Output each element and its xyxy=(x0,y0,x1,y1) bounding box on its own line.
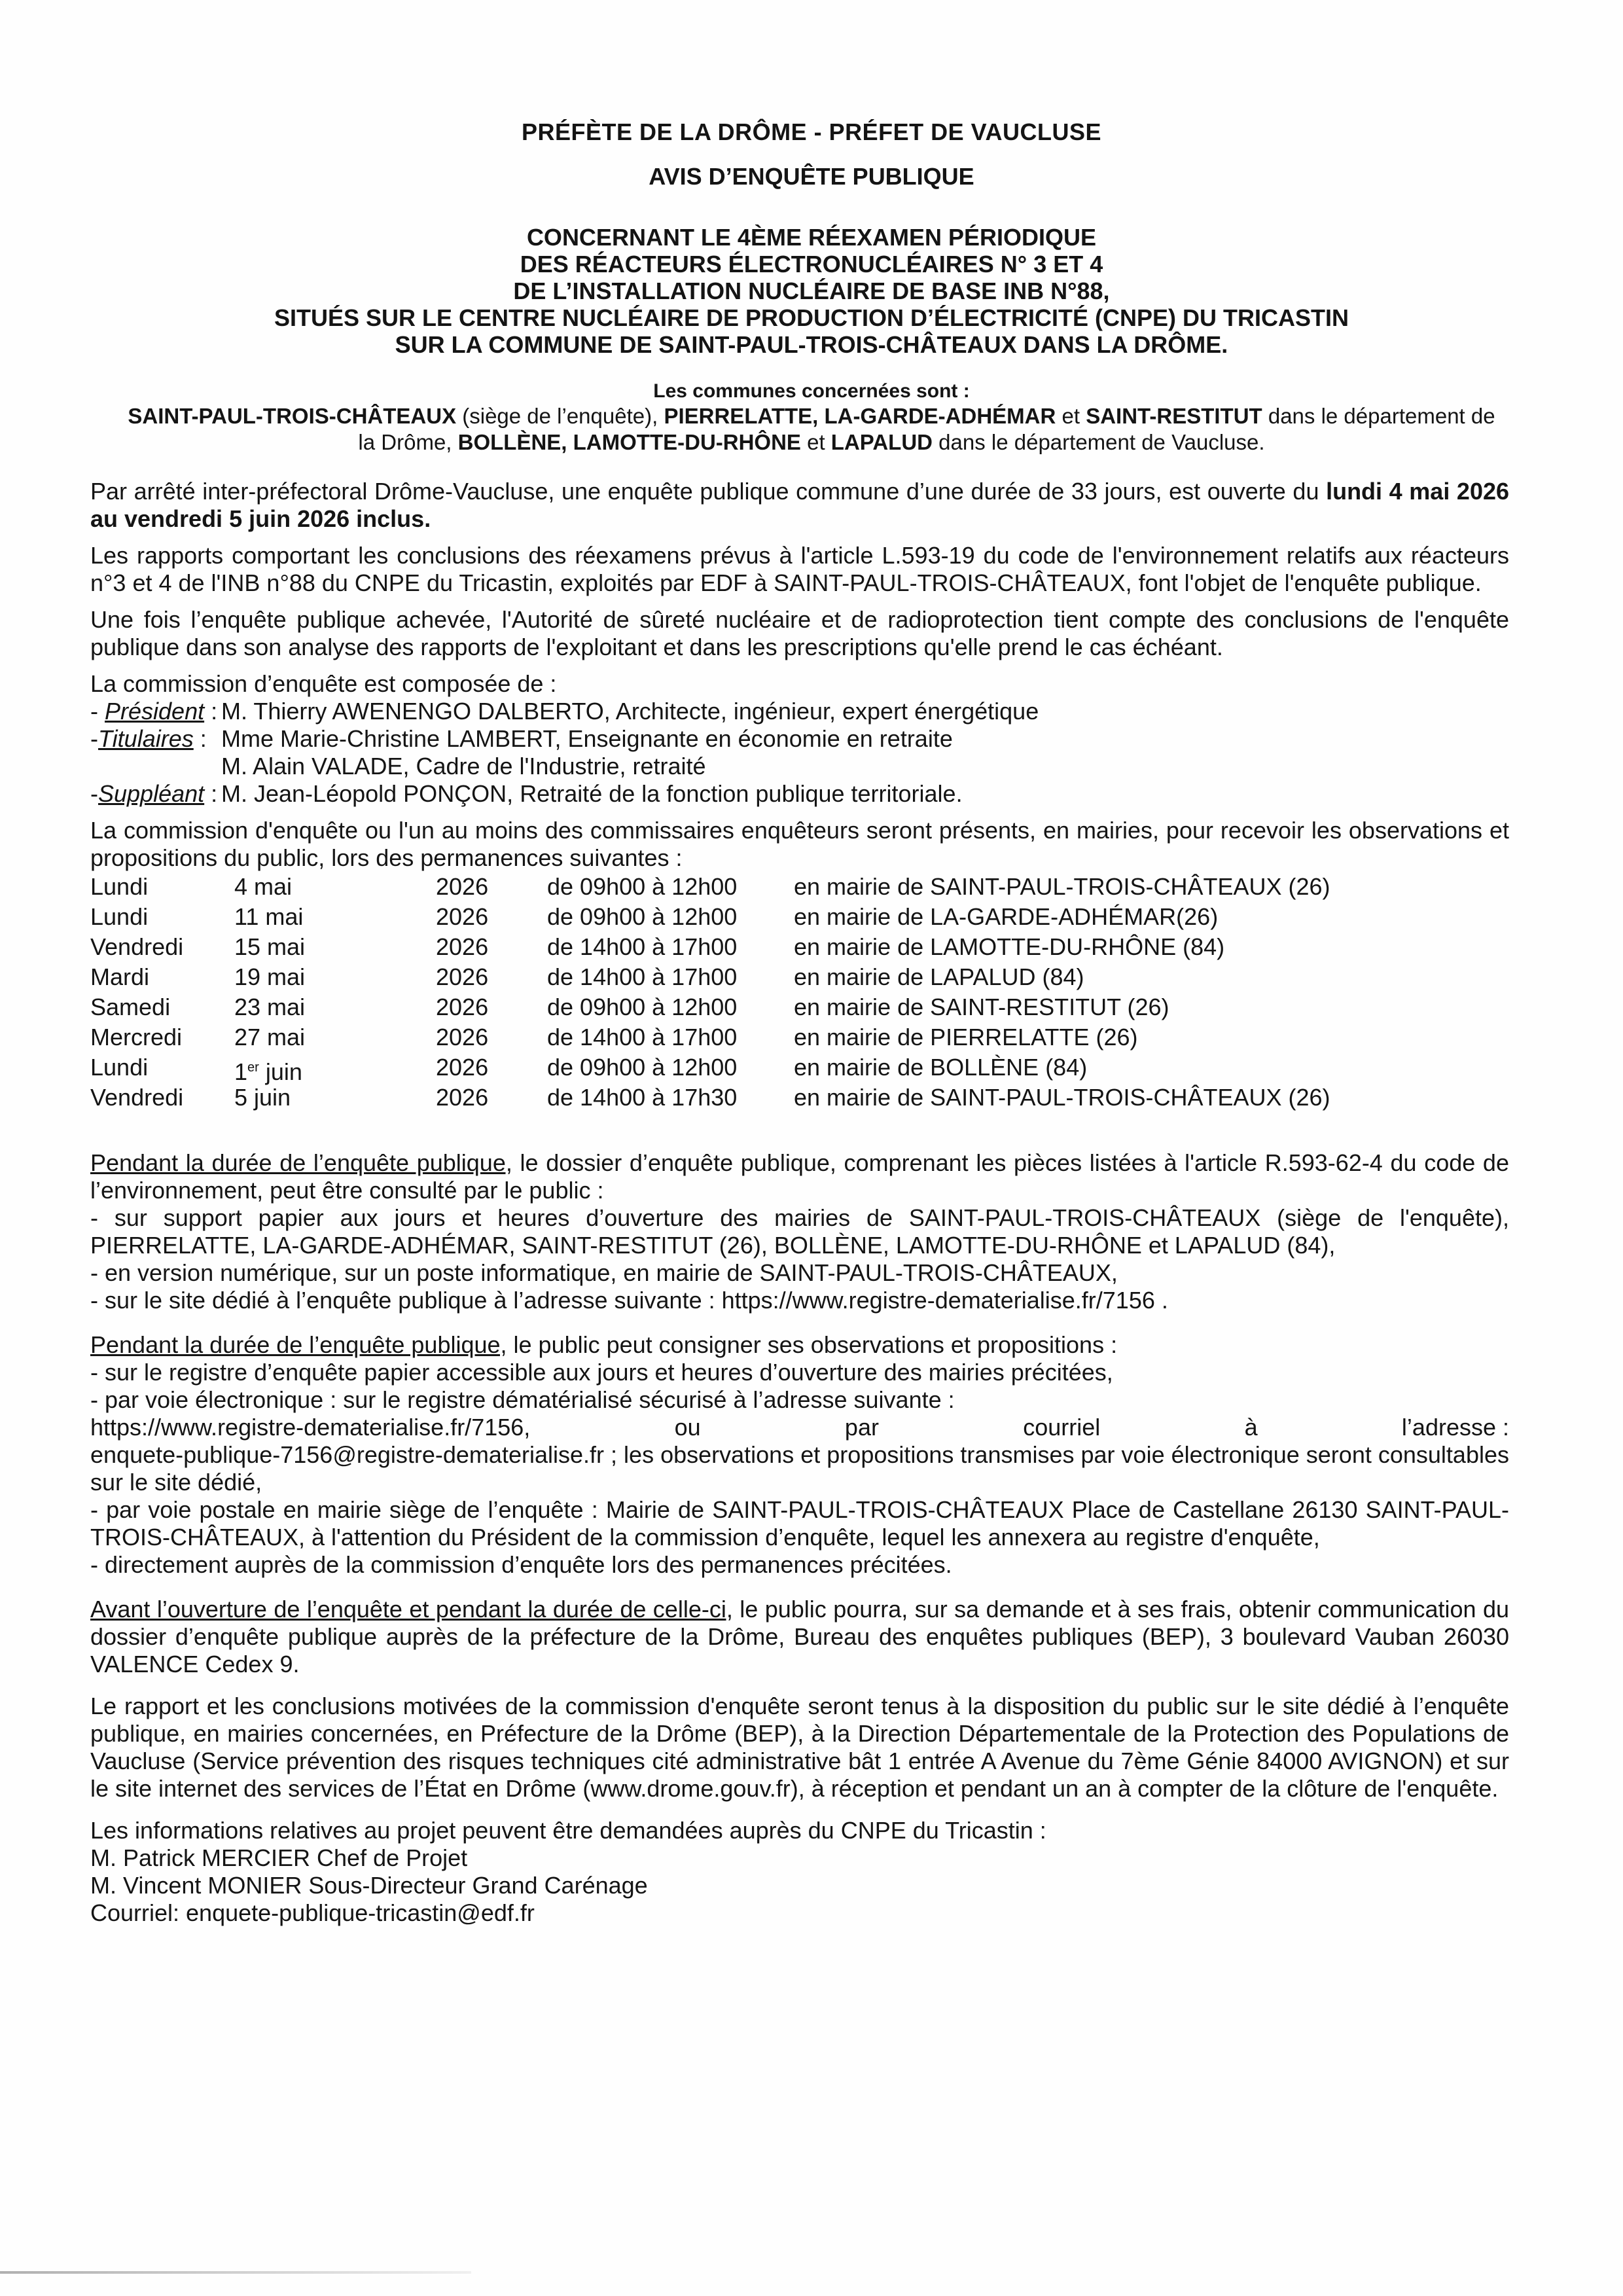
observation-url-line xyxy=(90,1414,1509,1441)
row-day: Lundi xyxy=(90,873,149,900)
commune: LAPALUD xyxy=(830,430,933,454)
row-location: en mairie de SAINT-RESTITUT (26) xyxy=(794,994,1169,1020)
commission-member xyxy=(90,753,1509,780)
commune: PIERRELATTE, LA-GARDE-ADHÉMAR xyxy=(664,404,1056,428)
member-role: Titulaires xyxy=(98,725,194,752)
row-date: 4 mai xyxy=(234,873,293,900)
subject-line: DES RÉACTEURS ÉLECTRONUCLÉAIRES N° 3 ET 4 xyxy=(520,251,1103,278)
commission-member xyxy=(90,725,1509,753)
row-day: Lundi xyxy=(90,903,149,930)
observation-item-postal: - par voie postale en mairie siège de l’enquête : Mairie de SAINT-PAUL-TROIS-CHÂTEAUX Place de Castellane 26130 SAINT-PAUL-TROIS-CHÂTEAUX, à l'attention du Président de la commission d’enquête, lequel les annexera au registre d'enquête, xyxy=(90,1496,1509,1551)
permanences-table xyxy=(90,872,1509,1113)
row-location: en mairie de LAPALUD (84) xyxy=(794,963,1084,990)
row-location: en mairie de PIERRELATTE (26) xyxy=(794,1024,1138,1050)
intro-paragraph xyxy=(90,478,1509,533)
separator: : xyxy=(204,698,218,725)
communication-text: le public pourra, sur sa demande et à ses frais, obtenir communication du dossier d’enquête publique auprès de la préfecture de la Drôme, Bureau des enquêtes publiques (BEP), 3 boulevard Vauban 26030 VALENCE Cedex 9. xyxy=(90,1596,1510,1677)
notice-subject xyxy=(0,224,1623,358)
rapports-paragraph: Les rapports comportant les conclusions des réexamens prévus à l'article L.593-19 du code de l'environnement relatifs aux réacteurs n°3 et 4 de l'INB n°88 du CNPE du Tricastin, exploités par EDF à SAINT-PAUL-TROIS-CHÂTEAUX, font l'objet de l'enquête publique. xyxy=(90,542,1509,596)
row-day: Samedi xyxy=(90,994,171,1020)
row-date xyxy=(234,1052,436,1083)
consultation-section xyxy=(90,1149,1509,1314)
table-row xyxy=(90,962,1509,992)
observations-text: le public peut consigner ses observations et propositions : xyxy=(507,1331,1118,1358)
row-time: de 09h00 à 12h00 xyxy=(547,903,738,930)
row-time: de 14h00 à 17h30 xyxy=(547,1084,738,1111)
member-name: Mme Marie-Christine LAMBERT, Enseignante en économie en retraite xyxy=(221,725,953,752)
commune: SAINT-RESTITUT xyxy=(1086,404,1262,428)
contact-email: Courriel: enquete-publique-tricastin@edf.fr xyxy=(90,1899,535,1926)
contacts-intro: Les informations relatives au projet peuvent être demandées auprès du CNPE du Tricastin : xyxy=(90,1817,1046,1844)
consultation-text: le dossier d’enquête publique, comprenant les pièces listées à l'article R.593-62-4 du code de l’environnement, peut être consulté par le public : xyxy=(90,1149,1509,1204)
word: à xyxy=(1244,1414,1258,1441)
row-time: de 09h00 à 12h00 xyxy=(547,873,738,900)
bullet: - xyxy=(90,780,98,807)
scan-artifact-line xyxy=(0,2271,471,2274)
commission-member xyxy=(90,698,1509,725)
row-year: 2026 xyxy=(436,1084,489,1111)
department-label: dans le département de Vaucluse. xyxy=(933,430,1265,454)
observations-lead: Pendant la durée de l’enquête publique, xyxy=(90,1331,507,1358)
member-name: M. Jean-Léopold PONÇON, Retraité de la fonction publique territoriale. xyxy=(221,780,963,807)
row-year: 2026 xyxy=(436,963,489,990)
row-time: de 14h00 à 17h00 xyxy=(547,933,738,960)
row-day: Lundi xyxy=(90,1054,149,1081)
contacts-section xyxy=(90,1817,1509,1927)
row-location: en mairie de BOLLÈNE (84) xyxy=(794,1054,1088,1081)
row-location: en mairie de LAMOTTE-DU-RHÔNE (84) xyxy=(794,933,1225,960)
bullet: - xyxy=(90,725,98,752)
consultation-intro xyxy=(90,1149,1509,1204)
commune-note: (siège de l’enquête), xyxy=(456,404,664,428)
member-name: M. Alain VALADE, Cadre de l'Industrie, retraité xyxy=(221,753,706,780)
row-time: de 14h00 à 17h00 xyxy=(547,963,738,990)
subject-line: SITUÉS SUR LE CENTRE NUCLÉAIRE DE PRODUCTION D’ÉLECTRICITÉ (CNPE) DU TRICASTIN xyxy=(274,304,1349,331)
row-date-month: juin xyxy=(259,1058,302,1085)
subject-line: CONCERNANT LE 4ÈME RÉEXAMEN PÉRIODIQUE xyxy=(526,224,1097,251)
row-day: Mardi xyxy=(90,963,150,990)
registry-url: https://www.registre-dematerialise.fr/7156, xyxy=(90,1414,531,1441)
ordinal-suffix: er xyxy=(247,1060,259,1075)
row-date: 23 mai xyxy=(234,994,306,1020)
row-year: 2026 xyxy=(436,933,489,960)
word: ou xyxy=(674,1414,701,1441)
communes-intro: Les communes concernées sont : xyxy=(653,380,970,402)
row-time: de 09h00 à 12h00 xyxy=(547,994,738,1020)
observation-item: - par voie électronique : sur le registre dématérialisé sécurisé à l’adresse suivante : xyxy=(90,1386,955,1413)
notice-header xyxy=(0,118,1623,358)
consultation-item: - sur support papier aux jours et heures d’ouverture des mairies de SAINT-PAUL-TROIS-CHÂTEAUX (siège de l'enquête), PIERRELATTE, LA-GARDE-ADHÉMAR, SAINT-RESTITUT (26), BOLLÈNE, LAMOTTE-DU-RHÔNE et LAPALUD (84), xyxy=(90,1204,1509,1259)
word: l’adresse : xyxy=(1401,1414,1509,1441)
commission-intro: La commission d’enquête est composée de : xyxy=(90,670,557,697)
communication-section xyxy=(90,1596,1509,1678)
separator: : xyxy=(204,780,218,807)
commission-section xyxy=(90,670,1509,808)
row-date-number: 1 xyxy=(234,1058,248,1085)
communes-list xyxy=(118,403,1505,456)
row-year: 2026 xyxy=(436,903,489,930)
member-role: Suppléant xyxy=(98,780,205,807)
word: courriel xyxy=(1023,1414,1101,1441)
subject-line: DE L’INSTALLATION NUCLÉAIRE DE BASE INB N°88, xyxy=(513,278,1110,304)
separator: : xyxy=(193,725,207,752)
consultation-item: - en version numérique, sur un poste informatique, en mairie de SAINT-PAUL-TROIS-CHÂTEAUX, xyxy=(90,1259,1118,1286)
observations-intro xyxy=(90,1331,1509,1359)
row-time: de 09h00 à 12h00 xyxy=(547,1054,738,1081)
row-date: 27 mai xyxy=(234,1024,306,1050)
table-row xyxy=(90,992,1509,1022)
consultation-lead: Pendant la durée de l’enquête publique, xyxy=(90,1149,512,1176)
bullet: - xyxy=(90,698,105,725)
member-name: M. Thierry AWENENGO DALBERTO, Architecte, ingénieur, expert énergétique xyxy=(221,698,1039,725)
word: par xyxy=(844,1414,879,1441)
table-row xyxy=(90,1022,1509,1052)
commission-member xyxy=(90,780,1509,808)
row-location: en mairie de SAINT-PAUL-TROIS-CHÂTEAUX (26) xyxy=(794,873,1330,900)
table-row xyxy=(90,932,1509,962)
observation-item: - sur le registre d’enquête papier accessible aux jours et heures d’ouverture des mairies précitées, xyxy=(90,1359,1113,1386)
row-year: 2026 xyxy=(436,1024,489,1050)
observation-item: - directement auprès de la commission d’enquête lors des permanences précitées. xyxy=(90,1551,952,1578)
row-date: 15 mai xyxy=(234,933,306,960)
row-date: 5 juin xyxy=(234,1084,291,1111)
row-year: 2026 xyxy=(436,1054,489,1081)
row-day: Vendredi xyxy=(90,933,184,960)
observations-section xyxy=(90,1331,1509,1579)
observation-email: enquete-publique-7156@registre-dematerialise.fr ; les observations et propositions transmises par voie électronique seront consultables sur le site dédié, xyxy=(90,1441,1509,1496)
rapport-paragraph: Le rapport et les conclusions motivées de la commission d'enquête seront tenus à la disposition du public sur le site dédié à l’enquête publique, en mairies concernées, en Préfecture de la Drôme (BEP), à la Direction Départementale de la Protection des Populations de Vaucluse (Service prévention des risques techniques cité administrative bât 1 entrée A Avenue du 7ème Génie 84000 AVIGNON) et sur le site internet des services de l’État en Drôme (www.drome.gouv.fr), à réception et pendant un an à compter de la clôture de l'enquête. xyxy=(90,1693,1509,1802)
table-row xyxy=(90,1083,1509,1113)
member-role: Président xyxy=(105,698,205,725)
row-day: Vendredi xyxy=(90,1084,184,1111)
row-location: en mairie de SAINT-PAUL-TROIS-CHÂTEAUX (26) xyxy=(794,1084,1330,1111)
table-row xyxy=(90,1052,1509,1083)
table-row xyxy=(90,872,1509,902)
commune: BOLLÈNE, LAMOTTE-DU-RHÔNE xyxy=(457,430,801,454)
notice-body xyxy=(90,478,1509,1936)
consultation-item-website: - sur le site dédié à l’enquête publique à l’adresse suivante : https://www.registre-dematerialise.fr/7156 . xyxy=(90,1287,1168,1314)
notice-title: AVIS D’ENQUÊTE PUBLIQUE xyxy=(649,163,974,190)
row-year: 2026 xyxy=(436,994,489,1020)
department-label: dans le département de la Drôme, xyxy=(358,404,1495,454)
communes-section xyxy=(0,380,1623,456)
inquiry-dates: lundi 4 mai 2026 au vendredi 5 juin 2026 inclus. xyxy=(90,478,1510,532)
row-date: 11 mai xyxy=(234,903,304,930)
communication-lead: Avant l’ouverture de l’enquête et pendant la durée de celle-ci, xyxy=(90,1596,733,1623)
intro-text: Par arrêté inter-préfectoral Drôme-Vaucluse, une enquête publique commune d’une durée de 33 jours, est ouverte du xyxy=(90,478,1327,505)
row-date: 19 mai xyxy=(234,963,306,990)
issuing-authorities: PRÉFÈTE DE LA DRÔME - PRÉFET DE VAUCLUSE xyxy=(521,118,1102,145)
conjunction: et xyxy=(1056,404,1086,428)
table-row xyxy=(90,902,1509,932)
subject-line: SUR LA COMMUNE DE SAINT-PAUL-TROIS-CHÂTEAUX DANS LA DRÔME. xyxy=(395,331,1228,358)
contact-line: M. Vincent MONIER Sous-Directeur Grand Carénage xyxy=(90,1872,648,1899)
conjunction: et xyxy=(800,430,831,454)
contact-line: M. Patrick MERCIER Chef de Projet xyxy=(90,1844,468,1871)
row-location: en mairie de LA-GARDE-ADHÉMAR(26) xyxy=(794,903,1219,930)
permanences-intro: La commission d'enquête ou l'un au moins des commissaires enquêteurs seront présents, en mairies, pour recevoir les observations et propositions du public, lors des permanences suivantes : xyxy=(90,817,1509,871)
asnr-paragraph: Une fois l’enquête publique achevée, l'Autorité de sûreté nucléaire et de radioprotection tient compte des conclusions de l'enquête publique dans son analyse des rapports de l'exploitant et dans les prescriptions qu'elle prend le cas échéant. xyxy=(90,606,1509,660)
commune: SAINT-PAUL-TROIS-CHÂTEAUX xyxy=(128,404,457,428)
row-time: de 14h00 à 17h00 xyxy=(547,1024,738,1050)
row-year: 2026 xyxy=(436,873,489,900)
row-day: Mercredi xyxy=(90,1024,183,1050)
